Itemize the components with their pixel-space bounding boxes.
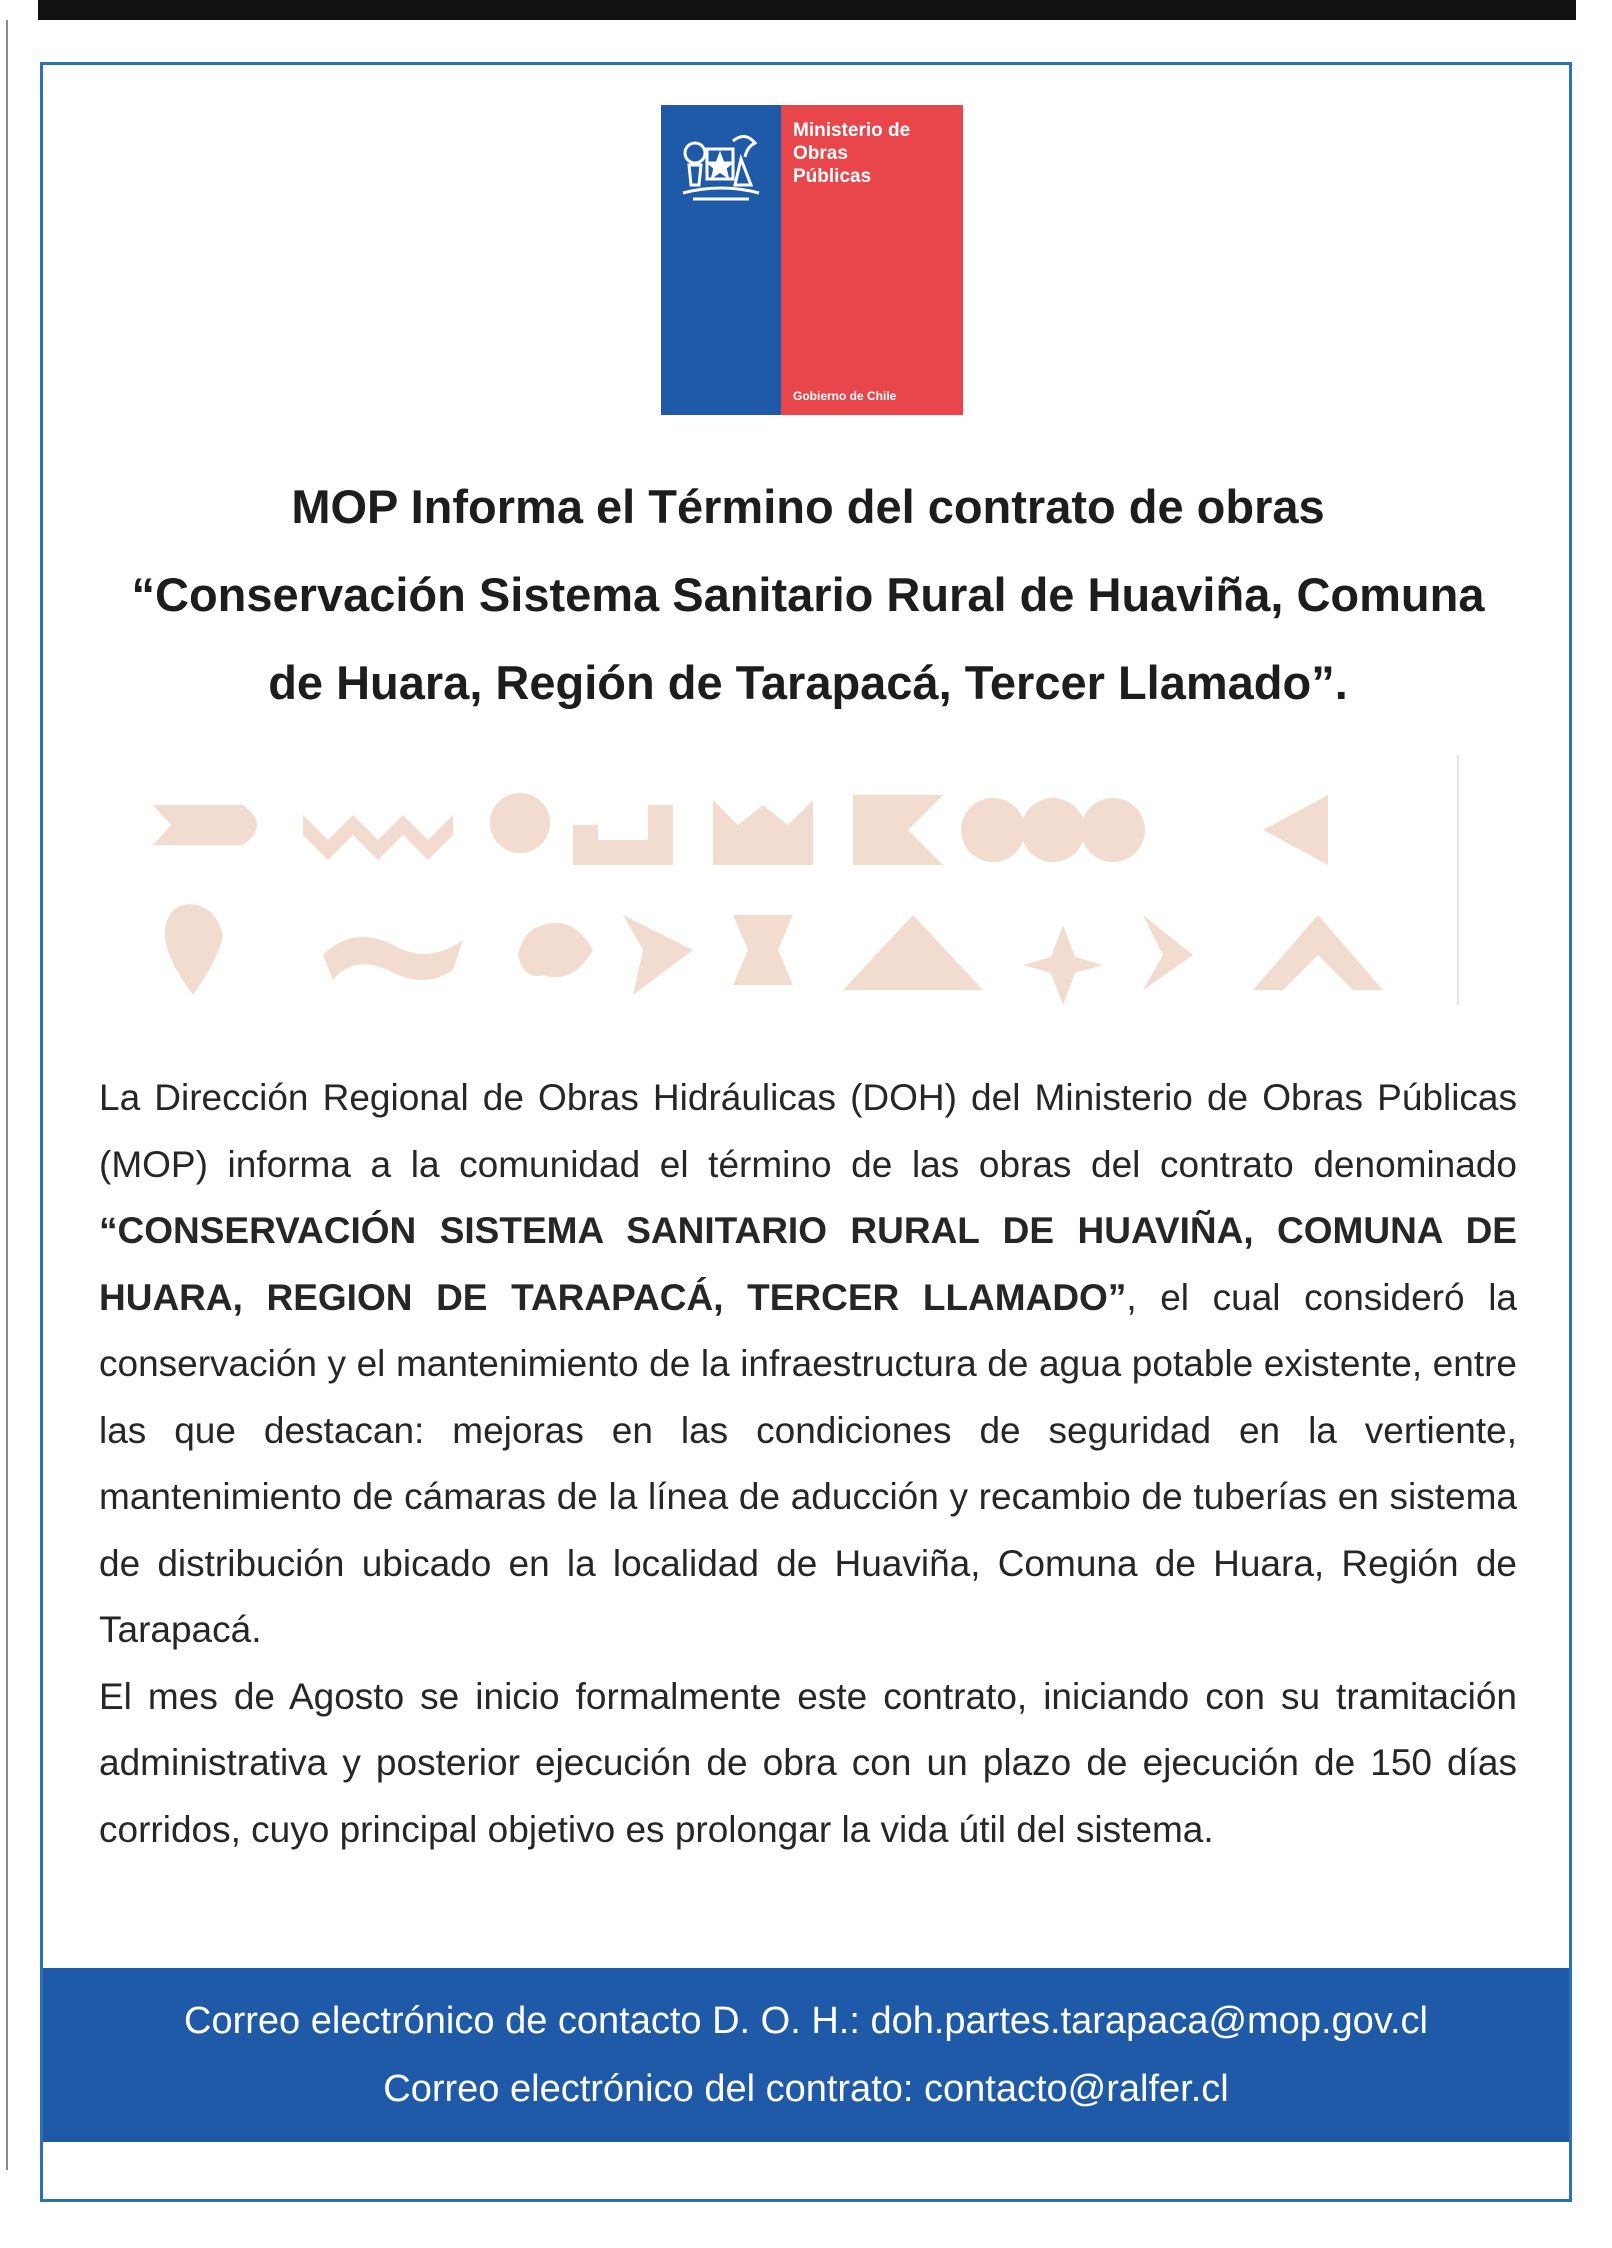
notice-frame — [40, 62, 1572, 2202]
title-line-1: MOP Informa el Término del contrato de obras — [291, 480, 1325, 533]
notice-body — [99, 1065, 1517, 1863]
body-intro: La Dirección Regional de Obras Hidráulicas (DOH) del Ministerio de Obras Públicas (MOP) informa a la comunidad el término de las obras del contrato denominado — [99, 1077, 1517, 1185]
mop-logo — [661, 105, 963, 415]
title-line-3: de Huara, Región de Tarapacá, Tercer Llamado”. — [268, 656, 1348, 709]
ministry-line-3: Públicas — [793, 166, 872, 187]
body-description: , el cual consideró la conservación y el mantenimiento de la infraestructura de agua potable existente, entre las que destacan: mejoras en las condiciones de seguridad en la vertiente, mantenimiento de cámaras de la línea de aducción y recambio de tuberías en sistema de distribución ubicado en la localidad de Huaviña, Comuna de Huara, Región de Tarapacá. — [99, 1276, 1517, 1650]
left-margin-rule — [6, 20, 8, 2170]
andean-geometric-motifs-icon — [153, 765, 1463, 1025]
title-line-2: “Conservación Sistema Sanitario Rural de Huaviña, Comuna — [131, 568, 1485, 621]
notice-title — [103, 463, 1513, 727]
contract-name: “CONSERVACIÓN SISTEMA SANITARIO RURAL DE HUAVIÑA, COMUNA DE HUARA, REGION DE TARAPACÁ, TERCER LLAMADO” — [99, 1210, 1517, 1318]
contact-contract-email: Correo electrónico del contrato: contacto@ralfer.cl — [383, 2068, 1229, 2110]
ministry-line-2: Obras — [793, 143, 848, 164]
contact-doh-email: Correo electrónico de contacto D. O. H.: doh.partes.tarapaca@mop.gov.cl — [184, 2000, 1428, 2042]
top-black-bar — [38, 0, 1576, 20]
body-paragraph-2: El mes de Agosto se inicio formalmente este contrato, iniciando con su tramitación administrativa y posterior ejecución de obra con un plazo de ejecución de 150 días corridos, cuyo principal objetivo es prolongar la vida útil del sistema. — [99, 1675, 1517, 1850]
ministry-name — [793, 119, 910, 188]
body-paragraph-1 — [99, 1065, 1517, 1664]
logo-blue-panel — [661, 105, 781, 415]
ministry-line-1: Ministerio de — [793, 120, 911, 141]
contact-bar — [43, 1968, 1569, 2142]
coat-of-arms-icon — [675, 127, 767, 207]
government-label: Gobierno de Chile — [793, 389, 897, 403]
motif-divider — [1457, 755, 1459, 1005]
